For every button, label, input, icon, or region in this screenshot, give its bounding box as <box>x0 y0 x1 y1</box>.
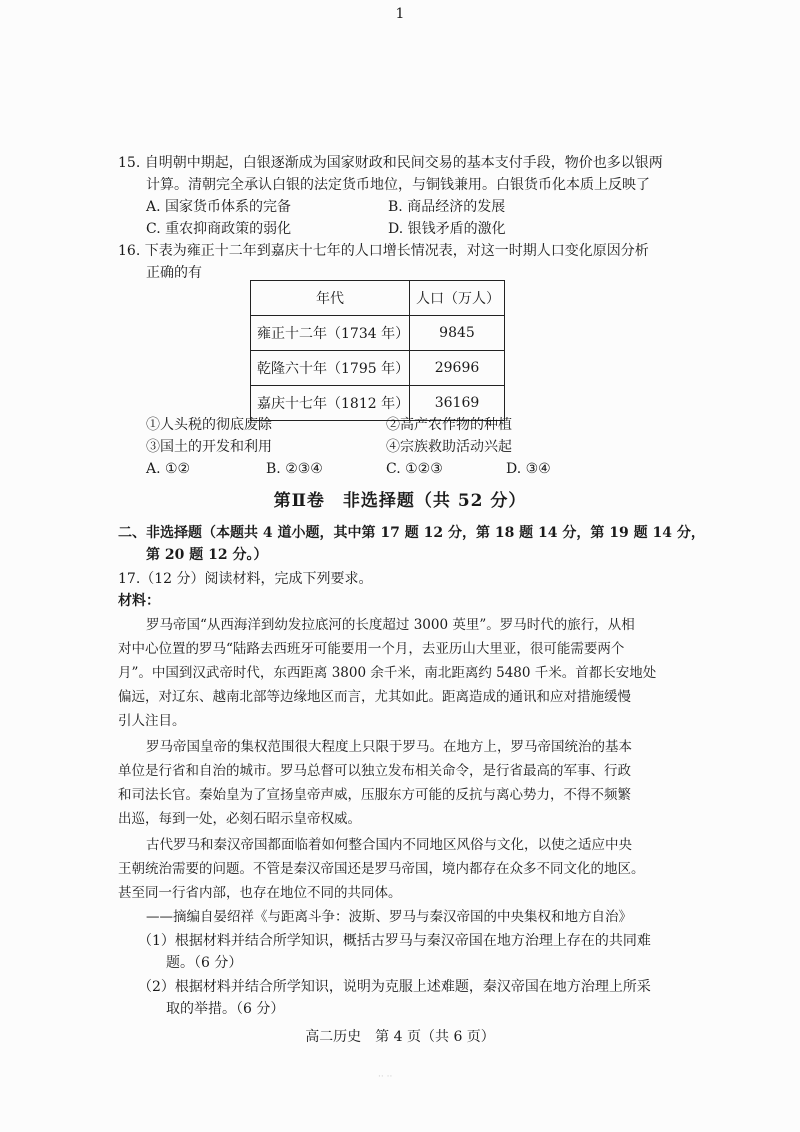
q16-stem-line2: 正确的有 <box>146 265 202 281</box>
table-header-row <box>251 281 505 316</box>
table-cell: 雍正十二年（1734 年） <box>251 316 410 351</box>
q16-option-c: C. ①②③ <box>386 461 443 477</box>
scan-smudge: ·· ·· <box>378 1072 393 1082</box>
material-p2-line4: 出巡，每到一处，必刻石昭示皇帝权威。 <box>118 811 361 827</box>
section-title: 第Ⅱ卷 非选择题（共 52 分） <box>273 491 527 511</box>
material-p1-line3: 月”。中国到汉武帝时代，东西距离 3800 余千米，南北距离约 5480 千米。首都长安地处 <box>118 665 657 681</box>
page-footer: 高二历史 第 4 页（共 6 页） <box>305 1029 495 1045</box>
q16-option-a: A. ①② <box>146 461 191 477</box>
material-p1-line4: 偏远，对辽东、越南北部等边缘地区而言，尤其如此。距离造成的通讯和应对措施缓慢 <box>118 689 631 705</box>
material-p2-line3: 和司法长官。秦始皇为了宣扬皇帝声威，压服东方可能的反抗与离心势力，不得不频繁 <box>118 787 631 803</box>
q15-option-a: A. 国家货币体系的完备 <box>146 199 292 215</box>
table-cell: 嘉庆十七年（1812 年） <box>251 386 410 421</box>
material-p1-line5: 引人注目。 <box>118 713 186 729</box>
material-p1-line2: 对中心位置的罗马“陆路去西班牙可能要用一个月，去亚历山大里亚，很可能需要两个 <box>118 641 625 657</box>
table-cell: 9845 <box>410 316 505 351</box>
material-p1-line1: 罗马帝国“从西海洋到幼发拉底河的长度超过 3000 英里”。罗马时代的旅行，从相 <box>146 617 635 633</box>
q15-stem-line1: 15. 自明朝中期起，白银逐渐成为国家财政和民间交易的基本支付手段，物价也多以银两 <box>118 155 663 171</box>
material-label: 材料： <box>118 593 160 609</box>
q16-item-1: ①人头税的彻底废除 <box>146 417 272 433</box>
table-row <box>251 316 505 351</box>
table-row <box>251 351 505 386</box>
material-p3-line2: 王朝统治需要的问题。不管是秦汉帝国还是罗马帝国，境内都存在众多不同文化的地区。 <box>118 861 645 877</box>
population-table <box>250 280 505 421</box>
q17-sub1-line2: 题。（6 分） <box>166 955 243 971</box>
material-p2-line2: 单位是行省和自治的城市。罗马总督可以独立发布相关命令，是行省最高的军事、行政 <box>118 763 631 779</box>
table-cell: 29696 <box>410 351 505 386</box>
page-number: 1 <box>395 6 405 22</box>
material-source: ——摘编自晏绍祥《与距离斗争：波斯、罗马与秦汉帝国的中央集权和地方自治》 <box>146 909 632 925</box>
material-p2-line1: 罗马帝国皇帝的集权范围很大程度上只限于罗马。在地方上，罗马帝国统治的基本 <box>146 739 632 755</box>
section-intro-line1: 二、非选择题（本题共 4 道小题，其中第 17 题 12 分，第 18 题 14 分，第 19 题 14 分， <box>118 525 705 541</box>
q16-stem-line1: 16. 下表为雍正十二年到嘉庆十七年的人口增长情况表，对这一时期人口变化原因分析 <box>118 243 649 259</box>
q15-option-b: B. 商品经济的发展 <box>388 199 506 215</box>
q16-item-4: ④宗族救助活动兴起 <box>386 439 512 455</box>
q17-stem: 17.（12 分）阅读材料，完成下列要求。 <box>118 571 373 587</box>
table-header-cell: 人口（万人） <box>410 281 505 316</box>
q15-stem-line2: 计算。清朝完全承认白银的法定货币地位，与铜钱兼用。白银货币化本质上反映了 <box>146 177 650 193</box>
section-intro-line2: 第 20 题 12 分。） <box>146 547 268 563</box>
q16-item-2: ②高产农作物的种植 <box>386 417 512 433</box>
q17-sub2-line1: （2）根据材料并结合所学知识，说明为克服上述难题，秦汉帝国在地方治理上所采 <box>138 979 651 995</box>
table-cell: 36169 <box>410 386 505 421</box>
q17-sub2-line2: 取的举措。（6 分） <box>166 1001 285 1017</box>
table-header-cell: 年代 <box>251 281 410 316</box>
table-cell: 乾隆六十年（1795 年） <box>251 351 410 386</box>
q15-option-c: C. 重农抑商政策的弱化 <box>146 221 292 237</box>
q15-option-d: D. 银钱矛盾的激化 <box>388 221 506 237</box>
q16-option-b: B. ②③④ <box>266 461 323 477</box>
material-p3-line3: 甚至同一行省内部，也存在地位不同的共同体。 <box>118 885 402 901</box>
q17-sub1-line1: （1）根据材料并结合所学知识，概括古罗马与秦汉帝国在地方治理上存在的共同难 <box>138 933 651 949</box>
q16-option-d: D. ③④ <box>506 461 551 477</box>
material-p3-line1: 古代罗马和秦汉帝国都面临着如何整合国内不同地区风俗与文化，以使之适应中央 <box>146 837 632 853</box>
q16-item-3: ③国土的开发和利用 <box>146 439 272 455</box>
